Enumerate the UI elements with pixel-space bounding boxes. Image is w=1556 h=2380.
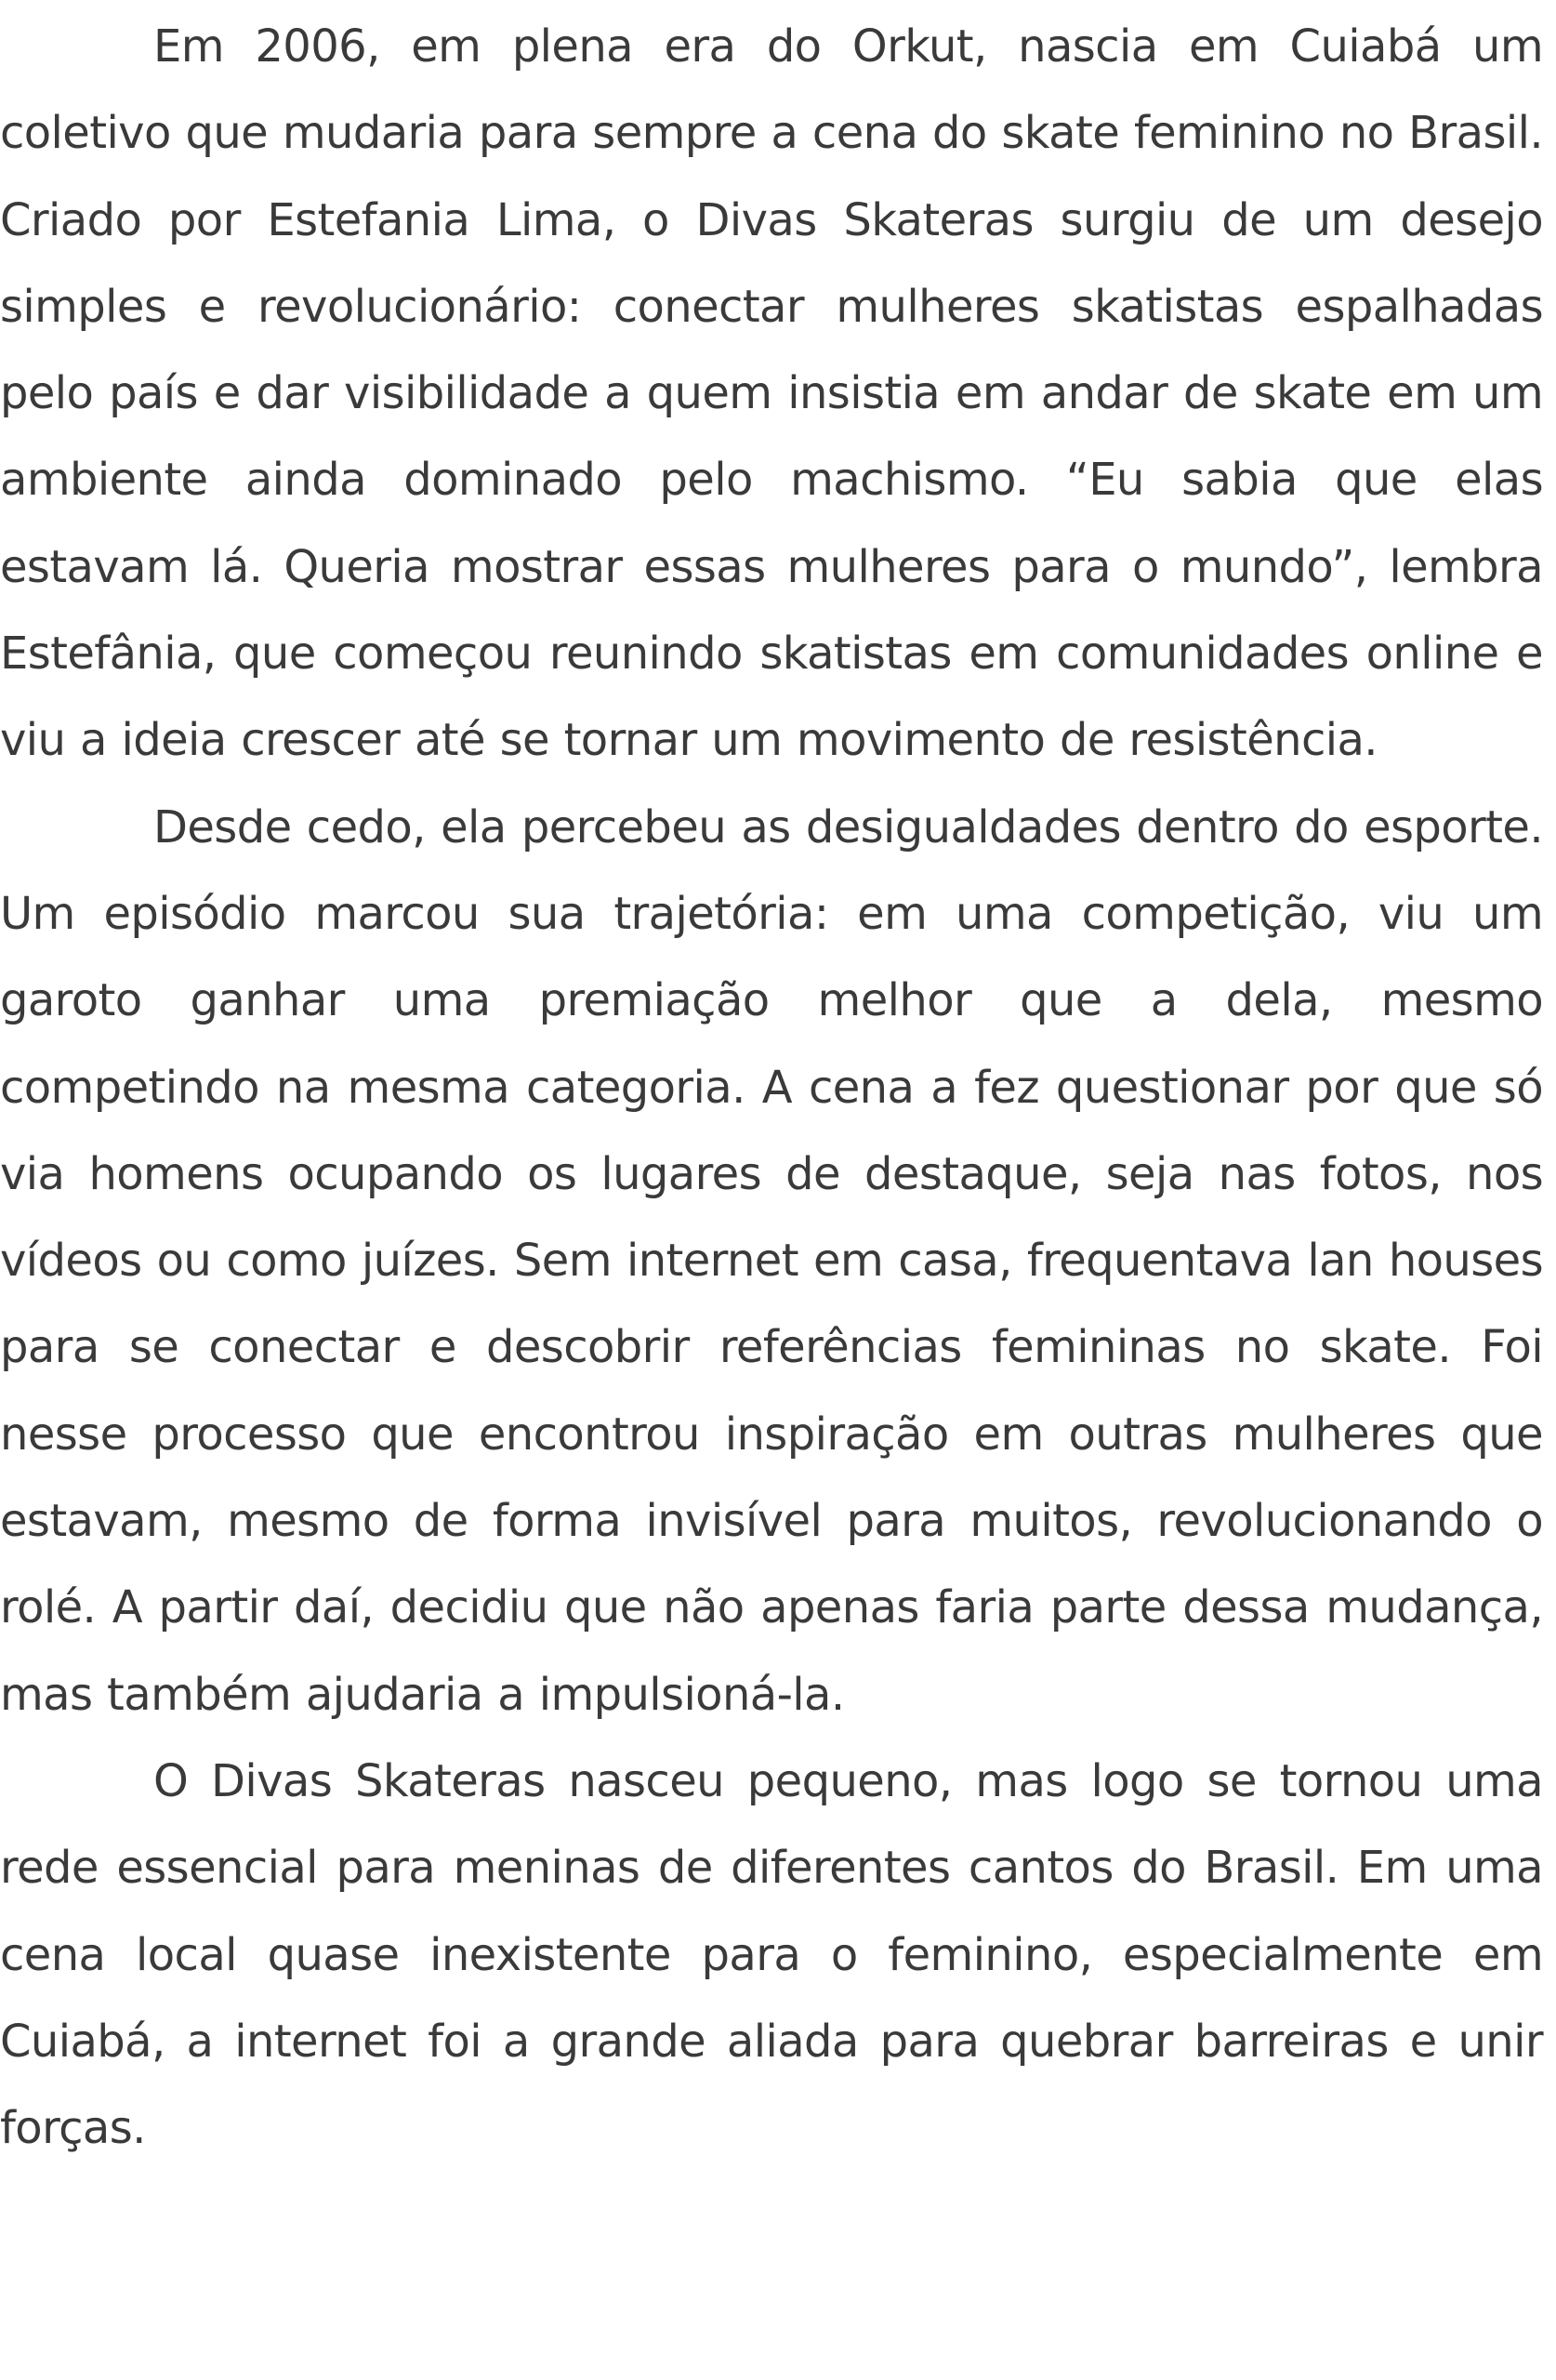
article-body [0, 4, 1543, 2172]
paragraph-1: Em 2006, em plena era do Orkut, nascia em Cuiabá um coletivo que mudaria para sempre a cena do skate feminino no Brasil. Criado por Estefania Lima, o Divas Skateras surgiu de um desejo simples e revolucionário: conectar mulheres skatistas espalhadas pelo país e dar visibilidade a quem insistia em andar de skate em um ambiente ainda dominado pelo machismo. “Eu sabia que elas estavam lá. Queria mostrar essas mulheres para o mundo”, lembra Estefânia, que começou reunindo skatistas em comunidades online e viu a ideia crescer até se tornar um movimento de resistência. [0, 20, 1543, 767]
paragraph-3: O Divas Skateras nasceu pequeno, mas logo se tornou uma rede essencial para meninas de diferentes cantos do Brasil. Em uma cena local quase inexistente para o feminino, especialmente em Cuiabá, a internet foi a grande aliada para quebrar barreiras e unir forças. [0, 1754, 1543, 2155]
paragraph-2: Desde cedo, ela percebeu as desigualdades dentro do esporte. Um episódio marcou sua trajetória: em uma competição, viu um garoto ganhar uma premiação melhor que a dela, mesmo competindo na mesma categoria. A cena a fez questionar por que só via homens ocupando os lugares de destaque, seja nas fotos, nos vídeos ou como juízes. Sem internet em casa, frequentava lan houses para se conectar e descobrir referências femininas no skate. Foi nesse processo que encontrou inspiração em outras mulheres que estavam, mesmo de forma invisível para muitos, revolucionando o rolé. A partir daí, decidiu que não apenas faria parte dessa mudança, mas também ajudaria a impulsioná-la. [0, 800, 1543, 1721]
